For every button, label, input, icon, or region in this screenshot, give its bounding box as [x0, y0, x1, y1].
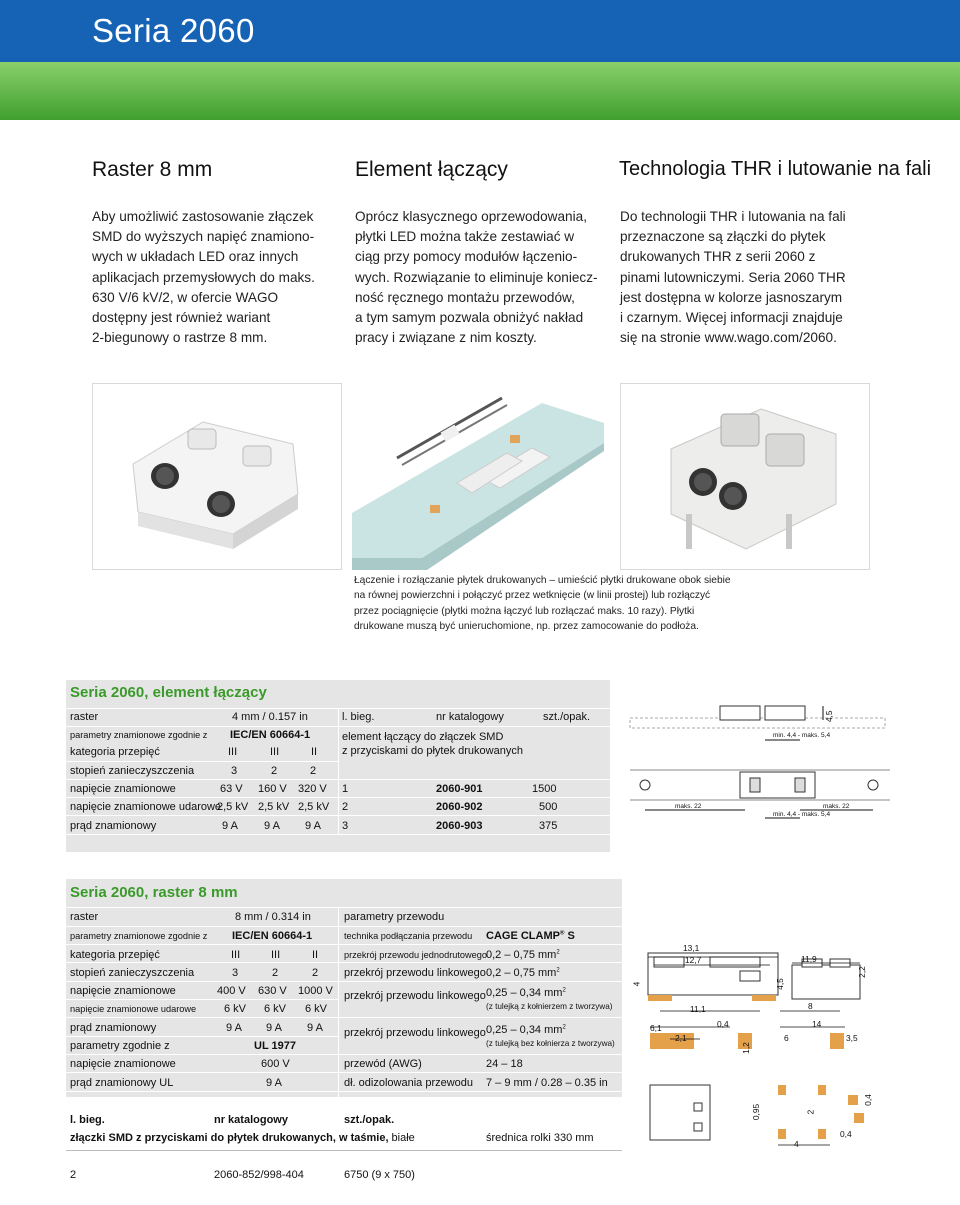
header-bar [0, 0, 960, 62]
technical-drawing-connector: 4,5 min. 4,4 - maks. 5,4 maks. 22 maks. 22 min. 4,4 - maks. 5,4 [625, 700, 895, 830]
column-text-raster: Aby umożliwić zastosowanie złączek SMD do wyższych napięć znamiono- wych w układach LED oraz innych aplikacjach przemysłowych do maks. 630 V/6 kV/2, w ofercie WAGO dostępny jest również wariant 2-biegunowy o rastrze 8 mm. [92, 209, 315, 346]
page-title: Seria 2060 [92, 12, 255, 49]
table-connector-title: Seria 2060, element łączący [70, 684, 267, 701]
column-heading-thr: Technologia THR i lutowanie na fali [619, 158, 932, 180]
column-text-thr: Do technologii THR i lutowania na fali przeznaczone są złączki do płytek drukowanych THR z serii 2060 z pinami lutowniczymi. Seria 2060 THR jest dostępna w kolorze jasnoszarym i czarnym. Więcej informacji znajduje się na stronie www.wago.com/2060. [620, 209, 846, 346]
table-raster-title: Seria 2060, raster 8 mm [70, 884, 238, 901]
photo-caption: Łączenie i rozłączanie płytek drukowanych – umieścić płytki drukowane obok siebie na równej powierzchni i połączyć przez wetknięcie (w linii prostej) lub rozłączyć przez pociągnięcie (płytki można łączyć lub rozłączać maks. 10 razy). Płytki drukowane muszą być unieruchomione, np. przez zamocowanie do podłoża. [354, 575, 731, 633]
technical-drawing-raster: 13,1 12,7 11,9 2,2 4 4,5 11,1 8 0,4 14 6,1 2,1 6 3,5 1,2 0,95 2 0,4 4 0,4 [631, 943, 873, 1149]
photo-board-connection [342, 383, 606, 570]
column-text-connector: Oprócz klasycznego oprzewodowania, płytki LED można także zestawiać w ciąg przy pomocy modułów łączenio- wych. Rozwiązanie to eliminuje koniecz- ność ręcznego montażu przewodów, a tym samym pozwala obniżyć nakład pracy i związane z nim koszty. [355, 209, 598, 346]
photo-smd-connector [92, 383, 342, 570]
column-heading-connector: Element łączący [355, 158, 508, 181]
green-band [0, 62, 960, 120]
photo-thr-connector [620, 383, 870, 570]
column-heading-raster: Raster 8 mm [92, 158, 213, 181]
